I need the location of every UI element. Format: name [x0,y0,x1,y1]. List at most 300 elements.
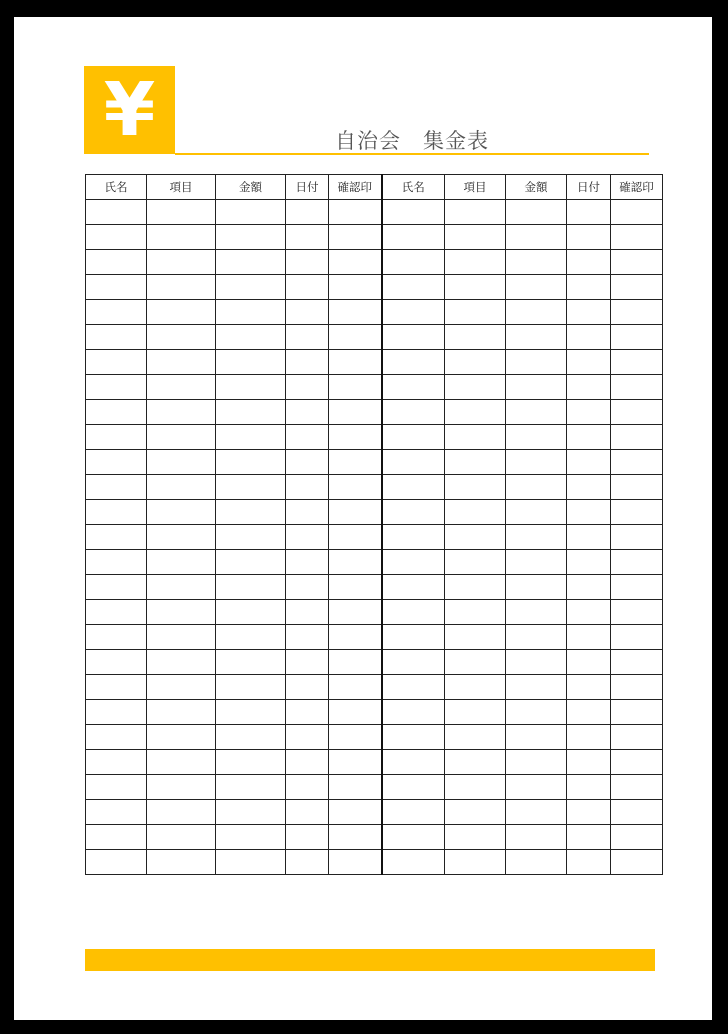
table-cell[interactable] [86,475,147,500]
table-cell[interactable] [382,225,445,250]
table-row [86,625,663,650]
table-cell[interactable] [611,525,663,550]
table-cell[interactable] [286,600,329,625]
table-cell[interactable] [86,250,147,275]
table-cell[interactable] [86,600,147,625]
page-title: 自治会 集金表 [335,129,489,153]
table-cell[interactable] [216,200,286,225]
table-cell[interactable] [286,525,329,550]
table-cell[interactable] [445,750,506,775]
table-cell[interactable] [567,400,611,425]
table-cell[interactable] [506,800,567,825]
table-cell[interactable] [86,300,147,325]
table-cell[interactable] [147,750,216,775]
table-cell[interactable] [382,750,445,775]
table-cell[interactable] [382,375,445,400]
table-cell[interactable] [216,650,286,675]
table-cell[interactable] [611,625,663,650]
table-row [86,700,663,725]
table-cell[interactable] [382,400,445,425]
table-cell[interactable] [382,425,445,450]
table-cell[interactable] [147,550,216,575]
table-row [86,800,663,825]
table-cell[interactable] [147,700,216,725]
table-cell[interactable] [506,750,567,775]
table-cell[interactable] [567,325,611,350]
table-cell[interactable] [382,850,445,875]
table-cell[interactable] [506,400,567,425]
table-cell[interactable] [506,575,567,600]
table-cell[interactable] [611,700,663,725]
table-cell[interactable] [611,400,663,425]
table-cell[interactable] [506,500,567,525]
table-cell[interactable] [506,300,567,325]
table-cell[interactable] [147,600,216,625]
table-cell[interactable] [611,500,663,525]
table-cell[interactable] [567,350,611,375]
table-row [86,775,663,800]
table-cell[interactable] [445,350,506,375]
table-cell[interactable] [567,425,611,450]
table-cell[interactable] [216,250,286,275]
table-cell[interactable] [506,475,567,500]
table-cell[interactable] [611,300,663,325]
table-cell[interactable] [86,750,147,775]
table-cell[interactable] [147,250,216,275]
table-cell[interactable] [147,300,216,325]
table-cell[interactable] [86,200,147,225]
table-cell[interactable] [86,625,147,650]
table-cell[interactable] [445,825,506,850]
table-cell[interactable] [216,375,286,400]
table-cell[interactable] [382,550,445,575]
table-cell[interactable] [445,625,506,650]
table-cell[interactable] [86,225,147,250]
table-cell[interactable] [445,525,506,550]
table-cell[interactable] [611,375,663,400]
table-cell[interactable] [147,200,216,225]
table-cell[interactable] [86,825,147,850]
table-cell[interactable] [382,650,445,675]
table-cell[interactable] [611,550,663,575]
table-cell[interactable] [329,325,382,350]
table-cell[interactable] [445,450,506,475]
table-cell[interactable] [506,550,567,575]
table-cell[interactable] [216,750,286,775]
table-cell[interactable] [286,400,329,425]
table-cell[interactable] [506,325,567,350]
table-cell[interactable] [286,425,329,450]
table-cell[interactable] [567,575,611,600]
table-cell[interactable] [567,825,611,850]
table-cell[interactable] [216,575,286,600]
table-row [86,825,663,850]
table-cell[interactable] [329,250,382,275]
table-cell[interactable] [611,825,663,850]
table-cell[interactable] [567,850,611,875]
table-cell[interactable] [286,850,329,875]
table-cell[interactable] [147,675,216,700]
table-row [86,350,663,375]
table-cell[interactable] [567,550,611,575]
table-row [86,375,663,400]
table-cell[interactable] [567,650,611,675]
table-cell[interactable] [382,725,445,750]
table-cell[interactable] [216,525,286,550]
table-cell[interactable] [286,825,329,850]
table-cell[interactable] [286,375,329,400]
table-cell[interactable] [445,300,506,325]
table-cell[interactable] [611,575,663,600]
table-cell[interactable] [86,450,147,475]
table-cell[interactable] [286,300,329,325]
table-cell[interactable] [147,225,216,250]
table-cell[interactable] [286,650,329,675]
table-cell[interactable] [329,275,382,300]
table-cell[interactable] [286,575,329,600]
table-cell[interactable] [506,450,567,475]
table-cell[interactable] [147,825,216,850]
table-cell[interactable] [329,825,382,850]
table-cell[interactable] [506,600,567,625]
table-cell[interactable] [382,600,445,625]
table-cell[interactable] [382,300,445,325]
table-cell[interactable] [611,225,663,250]
table-cell[interactable] [329,425,382,450]
table-cell[interactable] [216,775,286,800]
table-row [86,725,663,750]
table-cell[interactable] [329,600,382,625]
table-cell[interactable] [506,350,567,375]
table-row [86,250,663,275]
table-cell[interactable] [506,825,567,850]
table-cell[interactable] [86,550,147,575]
table-cell[interactable] [445,250,506,275]
table-cell[interactable] [567,800,611,825]
table-cell[interactable] [86,500,147,525]
table-cell[interactable] [86,575,147,600]
table-cell[interactable] [216,325,286,350]
header-cell: 日付 [286,175,329,200]
table-cell[interactable] [216,300,286,325]
table-cell[interactable] [286,225,329,250]
table-cell[interactable] [382,500,445,525]
table-row [86,525,663,550]
table-cell[interactable] [147,650,216,675]
table-cell[interactable] [147,375,216,400]
table-cell[interactable] [147,500,216,525]
table-row [86,650,663,675]
table-row [86,575,663,600]
table-cell[interactable] [567,525,611,550]
table-cell[interactable] [216,350,286,375]
table-cell[interactable] [567,625,611,650]
table-cell[interactable] [329,200,382,225]
document-sheet [14,17,712,1020]
table-cell[interactable] [506,725,567,750]
table-cell[interactable] [445,550,506,575]
table-cell[interactable] [445,475,506,500]
table-cell[interactable] [216,450,286,475]
table-cell[interactable] [382,250,445,275]
table-cell[interactable] [445,200,506,225]
table-cell[interactable] [506,775,567,800]
table-cell[interactable] [445,775,506,800]
table-cell[interactable] [216,825,286,850]
table-cell[interactable] [329,450,382,475]
table-cell[interactable] [382,350,445,375]
table-cell[interactable] [329,700,382,725]
table-cell[interactable] [329,550,382,575]
header-cell: 金額 [216,175,286,200]
table-cell[interactable] [567,225,611,250]
table-cell[interactable] [286,475,329,500]
table-cell[interactable] [329,375,382,400]
table-cell[interactable] [567,200,611,225]
table-cell[interactable] [329,800,382,825]
table-cell[interactable] [286,800,329,825]
table-cell[interactable] [611,650,663,675]
table-cell[interactable] [147,775,216,800]
table-cell[interactable] [86,800,147,825]
table-cell[interactable] [216,550,286,575]
table-cell[interactable] [329,725,382,750]
table-cell[interactable] [86,375,147,400]
table-row [86,450,663,475]
table-body [86,200,663,875]
table-cell[interactable] [611,275,663,300]
table-cell[interactable] [329,475,382,500]
table-cell[interactable] [506,675,567,700]
table-cell[interactable] [382,525,445,550]
table-row [86,225,663,250]
table-cell[interactable] [286,250,329,275]
footer-bar [85,949,655,971]
table-cell[interactable] [286,675,329,700]
table-cell[interactable] [286,550,329,575]
table-cell[interactable] [567,675,611,700]
table-cell[interactable] [329,775,382,800]
table-cell[interactable] [147,450,216,475]
table-cell[interactable] [86,700,147,725]
table-cell[interactable] [445,850,506,875]
table-cell[interactable] [147,325,216,350]
table-cell[interactable] [86,650,147,675]
table-cell[interactable] [86,675,147,700]
table-cell[interactable] [329,625,382,650]
table-cell[interactable] [147,575,216,600]
table-cell[interactable] [286,725,329,750]
table-row [86,325,663,350]
table-cell[interactable] [567,775,611,800]
table-cell[interactable] [382,200,445,225]
table-cell[interactable] [567,700,611,725]
table-cell[interactable] [611,750,663,775]
table-cell[interactable] [506,250,567,275]
table-cell[interactable] [445,400,506,425]
table-row [86,425,663,450]
table-cell[interactable] [216,850,286,875]
table-cell[interactable] [445,500,506,525]
table-cell[interactable] [382,700,445,725]
table-cell[interactable] [216,600,286,625]
table-cell[interactable] [86,775,147,800]
table-cell[interactable] [382,775,445,800]
table-cell[interactable] [382,800,445,825]
table-cell[interactable] [329,850,382,875]
table-cell[interactable] [286,200,329,225]
table-cell[interactable] [286,450,329,475]
table-cell[interactable] [286,500,329,525]
table-cell[interactable] [611,725,663,750]
table-cell[interactable] [611,425,663,450]
table-cell[interactable] [329,500,382,525]
table-cell[interactable] [147,850,216,875]
table-row [86,500,663,525]
yen-logo [84,66,175,154]
table-cell[interactable] [147,275,216,300]
table-cell[interactable] [506,225,567,250]
table-cell[interactable] [147,625,216,650]
table-cell[interactable] [216,625,286,650]
table-cell[interactable] [445,375,506,400]
table-cell[interactable] [382,825,445,850]
table-cell[interactable] [147,350,216,375]
table-cell[interactable] [611,250,663,275]
table-cell[interactable] [286,350,329,375]
table-cell[interactable] [216,500,286,525]
table-cell[interactable] [382,625,445,650]
table-cell[interactable] [86,400,147,425]
table-cell[interactable] [611,350,663,375]
table-cell[interactable] [506,375,567,400]
table-cell[interactable] [611,475,663,500]
table-cell[interactable] [445,650,506,675]
table-cell[interactable] [382,575,445,600]
table-cell[interactable] [506,850,567,875]
table-cell[interactable] [506,650,567,675]
table-cell[interactable] [611,675,663,700]
table-cell[interactable] [216,725,286,750]
header-cell: 氏名 [382,175,445,200]
header-cell: 項目 [445,175,506,200]
table-cell[interactable] [445,225,506,250]
table-cell[interactable] [611,450,663,475]
table-cell[interactable] [86,725,147,750]
table-cell[interactable] [506,425,567,450]
table-cell[interactable] [216,425,286,450]
table-cell[interactable] [567,450,611,475]
table-cell[interactable] [567,300,611,325]
table-cell[interactable] [286,775,329,800]
table-cell[interactable] [567,500,611,525]
table-cell[interactable] [506,700,567,725]
table-cell[interactable] [286,275,329,300]
table-cell[interactable] [216,275,286,300]
table-row [86,400,663,425]
table-cell[interactable] [611,600,663,625]
table-cell[interactable] [445,275,506,300]
table-cell[interactable] [611,200,663,225]
table-cell[interactable] [445,425,506,450]
table-cell[interactable] [86,850,147,875]
table-cell[interactable] [445,700,506,725]
table-cell[interactable] [382,475,445,500]
table-cell[interactable] [382,275,445,300]
table-cell[interactable] [329,675,382,700]
table-cell[interactable] [286,700,329,725]
table-cell[interactable] [506,625,567,650]
table-cell[interactable] [382,325,445,350]
table-cell[interactable] [611,775,663,800]
table-cell[interactable] [611,325,663,350]
table-cell[interactable] [216,475,286,500]
table-cell[interactable] [86,325,147,350]
table-cell[interactable] [147,800,216,825]
table-cell[interactable] [567,600,611,625]
table-cell[interactable] [147,725,216,750]
table-row [86,750,663,775]
table-cell[interactable] [329,225,382,250]
table-cell[interactable] [86,525,147,550]
table-cell[interactable] [86,350,147,375]
table-cell[interactable] [329,525,382,550]
table-cell[interactable] [506,275,567,300]
table-cell[interactable] [86,275,147,300]
header-cell: 確認印 [611,175,663,200]
table-cell[interactable] [329,650,382,675]
table-cell[interactable] [611,850,663,875]
table-cell[interactable] [506,525,567,550]
table-cell[interactable] [445,675,506,700]
table-cell[interactable] [329,350,382,375]
table-cell[interactable] [216,700,286,725]
table-cell[interactable] [567,375,611,400]
table-cell[interactable] [445,725,506,750]
table-cell[interactable] [567,250,611,275]
table-cell[interactable] [286,625,329,650]
table-cell[interactable] [506,200,567,225]
table-cell[interactable] [286,325,329,350]
table-cell[interactable] [382,450,445,475]
table-row [86,200,663,225]
table-cell[interactable] [445,600,506,625]
table-cell[interactable] [567,475,611,500]
table-cell[interactable] [216,800,286,825]
table-cell[interactable] [567,750,611,775]
table-cell[interactable] [445,575,506,600]
table-cell[interactable] [611,800,663,825]
table-cell[interactable] [329,300,382,325]
table-cell[interactable] [216,400,286,425]
table-cell[interactable] [329,575,382,600]
table-cell[interactable] [329,400,382,425]
table-cell[interactable] [329,750,382,775]
table-cell[interactable] [382,675,445,700]
table-cell[interactable] [86,425,147,450]
table-cell[interactable] [567,275,611,300]
table-cell[interactable] [147,475,216,500]
table-cell[interactable] [216,225,286,250]
table-cell[interactable] [286,750,329,775]
table-cell[interactable] [147,425,216,450]
table-cell[interactable] [147,525,216,550]
table-cell[interactable] [147,400,216,425]
table-cell[interactable] [567,725,611,750]
table-cell[interactable] [445,800,506,825]
table-cell[interactable] [216,675,286,700]
table-cell[interactable] [445,325,506,350]
